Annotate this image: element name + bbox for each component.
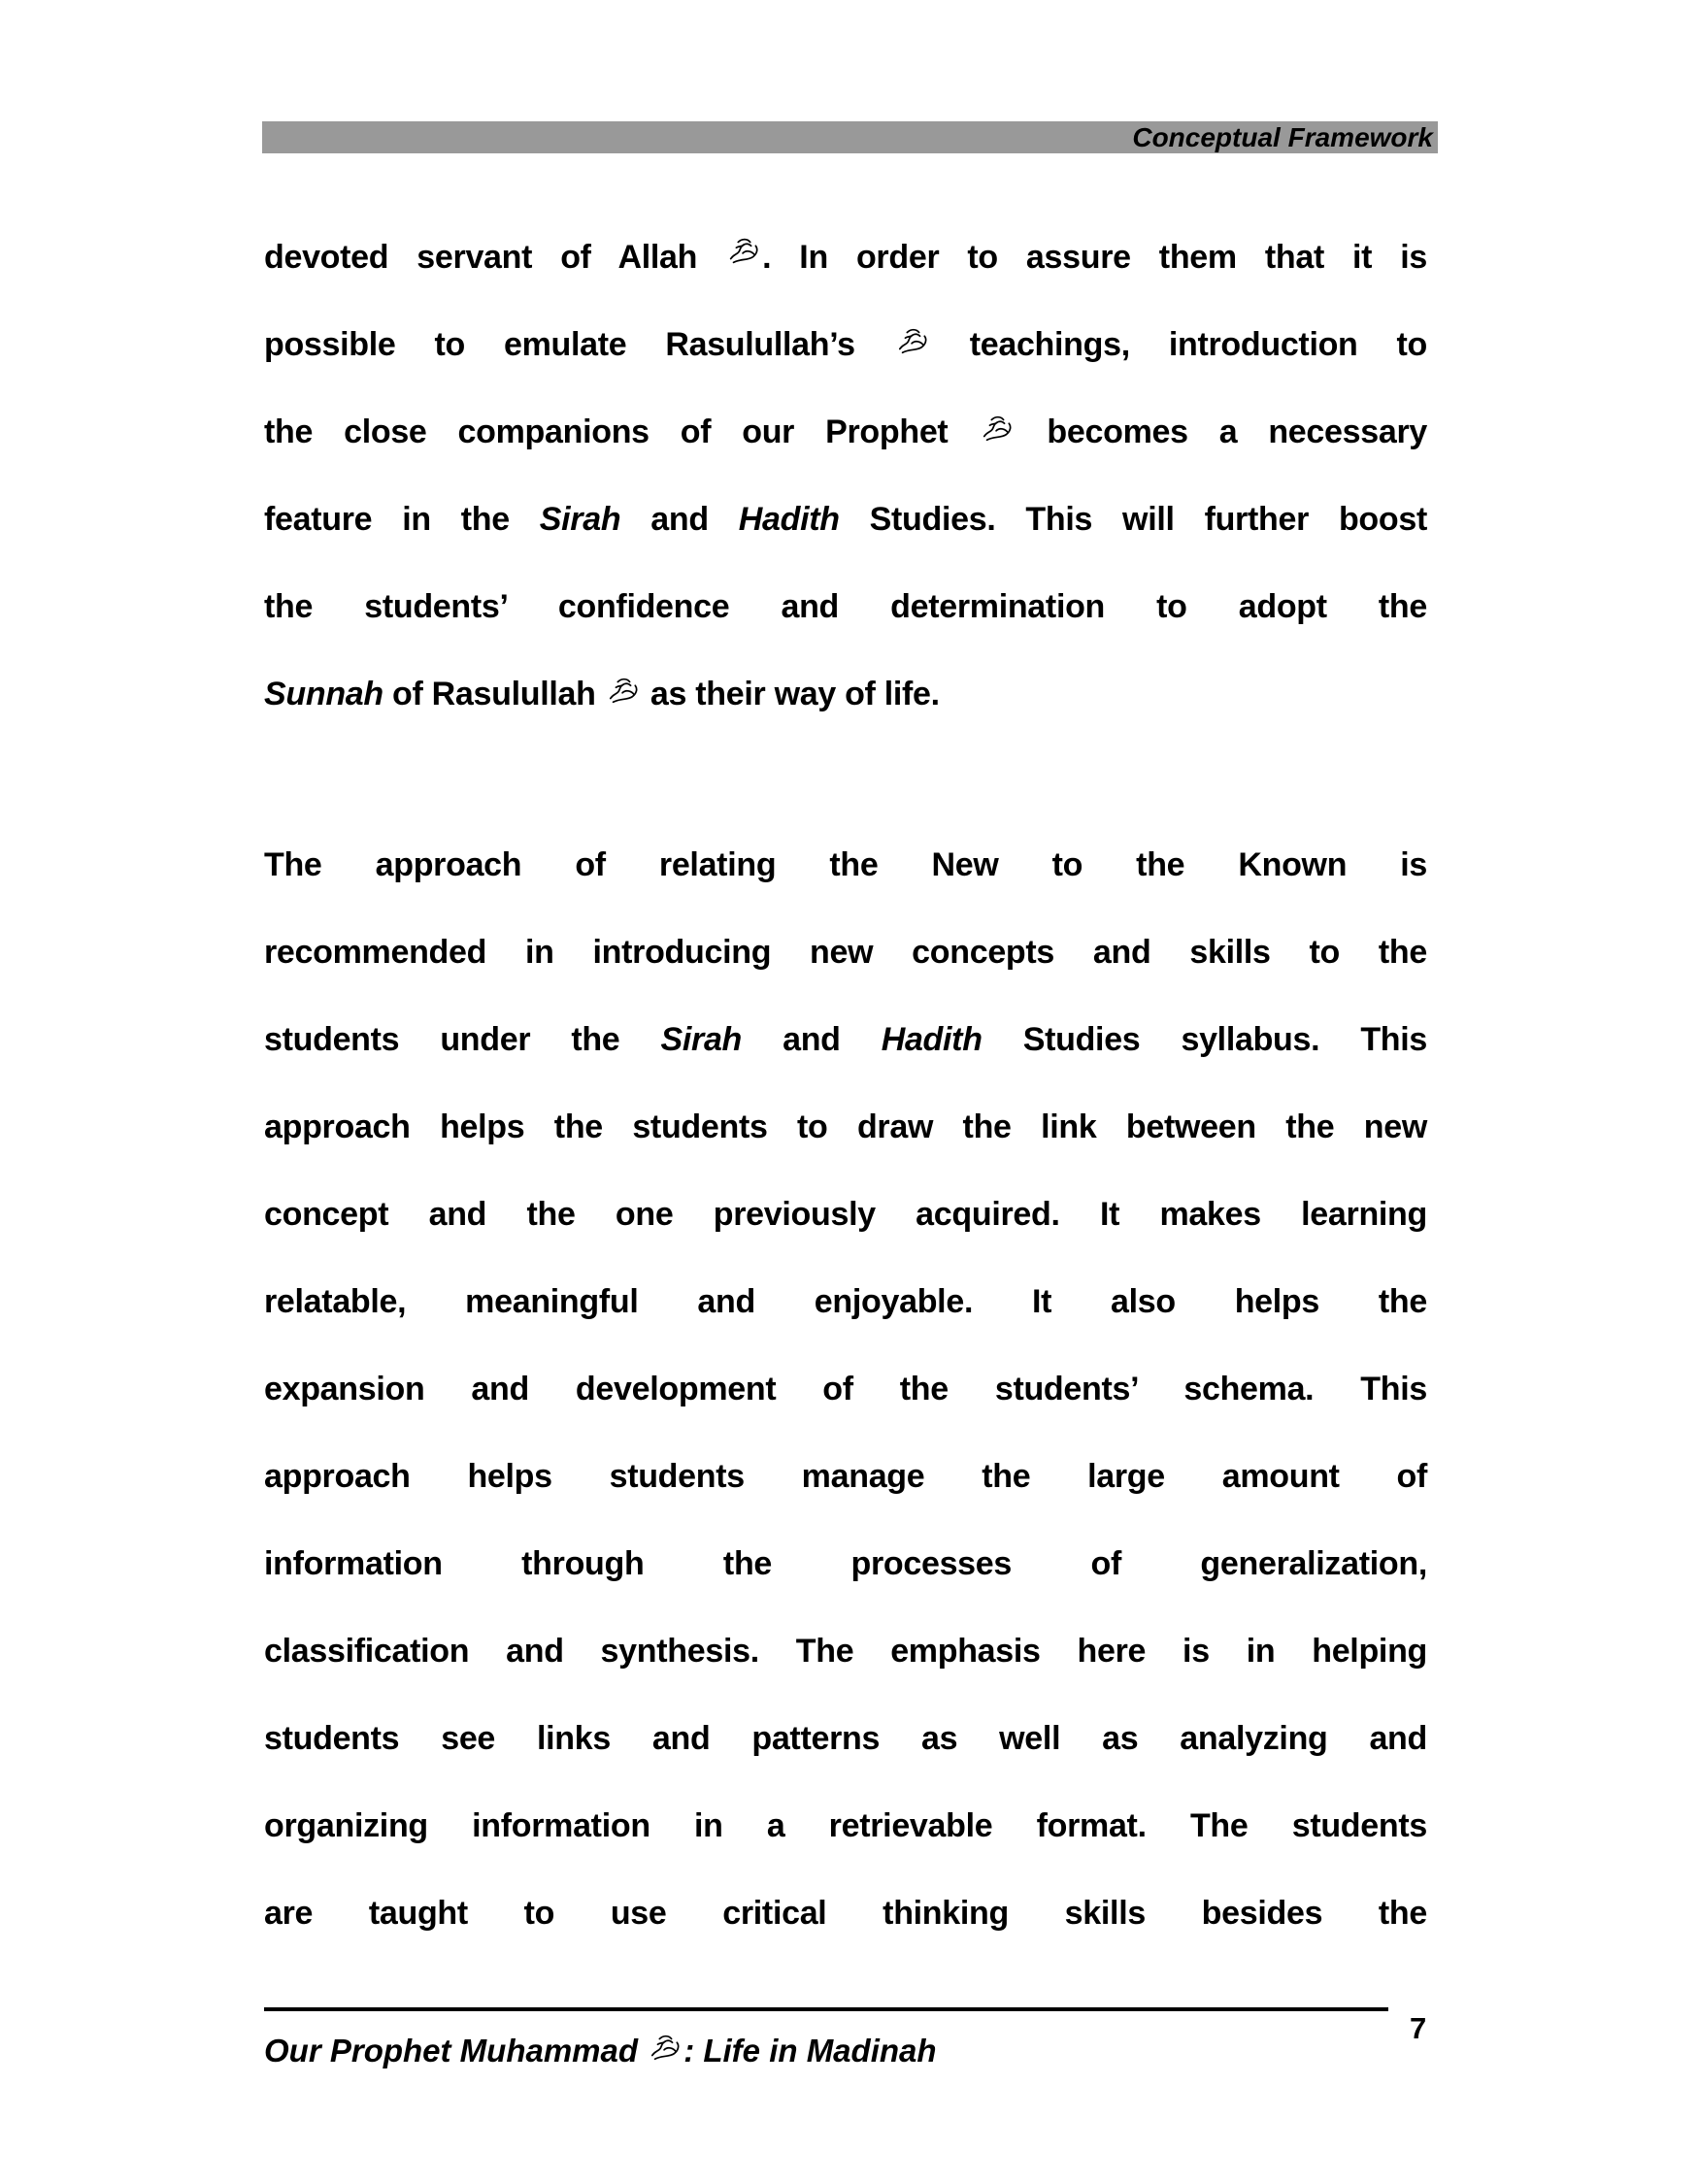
text-segment: becomes a necessary (1016, 414, 1427, 450)
text-segment: of Rasulullah (383, 676, 605, 712)
text-segment: and (742, 1021, 882, 1058)
text-segment: as their way of life. (641, 676, 940, 712)
text-line (264, 388, 1427, 476)
text-line (264, 821, 1427, 909)
text-line (264, 1782, 1427, 1870)
text-segment: organizing information in a retrievable format. The students (264, 1807, 1427, 1844)
paragraph (264, 214, 1427, 738)
honorific-sallallahu-alayhi-wasallam-icon (647, 2031, 683, 2064)
text-segment: information through the processes of generalization, (264, 1545, 1427, 1582)
header-title: Conceptual Framework (1132, 121, 1433, 152)
text-segment: the close companions of our Prophet (264, 414, 980, 450)
text-segment: are taught to use critical thinking skills besides the (264, 1895, 1427, 1932)
text-line (264, 476, 1427, 563)
text-line (264, 996, 1427, 1083)
text-line (264, 1433, 1427, 1520)
text-segment: expansion and development of the students’ schema. This (264, 1371, 1427, 1407)
text-segment: students see links and patterns as well as analyzing and (264, 1720, 1427, 1757)
text-segment: possible to emulate Rasulullah’s (264, 326, 894, 363)
page-number: 7 (1410, 2011, 1427, 2045)
text-line (264, 1083, 1427, 1171)
text-segment: . In order to assure them that it is (762, 239, 1427, 276)
text-segment: concept and the one previously acquired. It makes learning (264, 1196, 1427, 1233)
text-segment: devoted servant of Allah (264, 239, 726, 276)
text-line (264, 1870, 1427, 1957)
honorific-sallallahu-alayhi-wasallam-icon (979, 412, 1016, 445)
text-line (264, 909, 1427, 996)
text-line (264, 1607, 1427, 1695)
text-segment: approach helps the students to draw the link between the new (264, 1109, 1427, 1145)
text-segment: and (620, 501, 739, 538)
text-segment: relatable, meaningful and enjoyable. It also helps the (264, 1283, 1427, 1320)
honorific-sallallahu-alayhi-wasallam-icon (605, 674, 642, 707)
text-segment: approach helps students manage the large amount of (264, 1458, 1427, 1495)
text-line (264, 1258, 1427, 1345)
honorific-subhanahu-wa-taala-icon (725, 231, 762, 270)
text-line (264, 1695, 1427, 1782)
footer-title (264, 2029, 937, 2069)
text-segment: The approach of relating the New to the Known is (264, 846, 1427, 883)
text-segment: Studies. This will further boost (839, 501, 1427, 538)
text-segment: Our Prophet Muhammad (264, 2033, 648, 2068)
text-line (264, 301, 1427, 388)
header-bar (262, 121, 1438, 153)
text-segment: Sunnah (264, 676, 383, 712)
text-segment: feature in the (264, 501, 540, 538)
body-text (264, 214, 1427, 1957)
text-line (264, 650, 1427, 738)
text-segment: Hadith (738, 501, 840, 538)
text-line (264, 1171, 1427, 1258)
text-segment: Hadith (881, 1021, 983, 1058)
text-segment: teachings, introduction to (930, 326, 1427, 363)
text-line (264, 1345, 1427, 1433)
honorific-sallallahu-alayhi-wasallam-icon (894, 324, 931, 357)
text-segment: students under the (264, 1021, 661, 1058)
text-segment: the students’ confidence and determination to adopt the (264, 588, 1427, 625)
text-segment: Sirah (539, 501, 621, 538)
text-segment: : Life in Madinah (683, 2033, 937, 2068)
text-segment: classification and synthesis. The emphasis here is in helping (264, 1633, 1427, 1670)
text-line (264, 214, 1427, 301)
text-segment: Studies syllabus. This (982, 1021, 1428, 1058)
text-segment: Sirah (660, 1021, 743, 1058)
paragraph (264, 821, 1427, 1957)
text-line (264, 1520, 1427, 1607)
footer-divider (264, 2007, 1388, 2011)
text-segment: recommended in introducing new concepts and skills to the (264, 934, 1427, 971)
text-line (264, 563, 1427, 650)
